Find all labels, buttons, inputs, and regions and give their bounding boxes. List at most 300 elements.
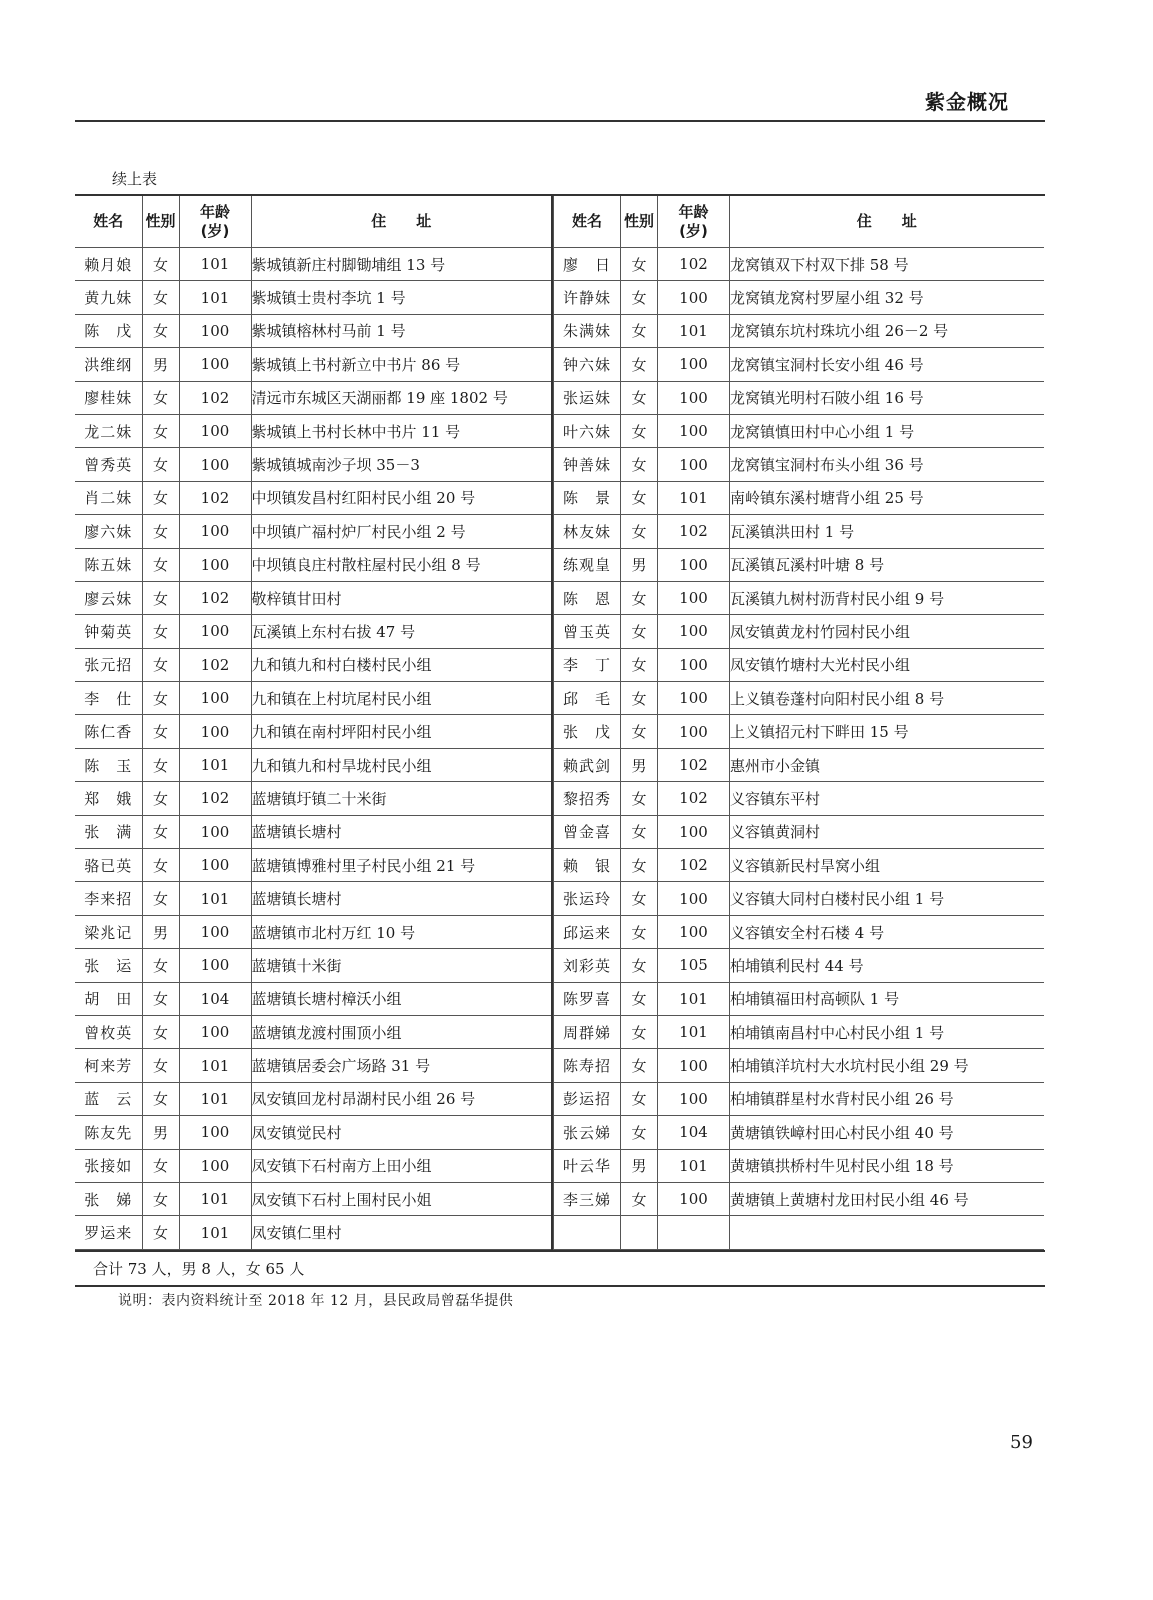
person-address: 凤安镇觉民村 [251, 1116, 552, 1149]
person-sex: 女 [142, 982, 179, 1015]
person-address: 龙窝镇龙窝村罗屋小组 32 号 [730, 281, 1044, 314]
table-row [554, 1116, 1044, 1149]
person-name: 梁兆记 [75, 915, 142, 948]
table-row [554, 381, 1044, 414]
person-name: 张元招 [75, 648, 142, 681]
person-address: 凤安镇回龙村昂湖村民小组 26 号 [251, 1082, 552, 1115]
table-row [554, 648, 1044, 681]
person-sex: 男 [621, 748, 658, 781]
person-age: 102 [179, 581, 251, 614]
person-name: 钟六妹 [554, 348, 621, 381]
person-address: 上义镇招元村下畔田 15 号 [730, 715, 1044, 748]
person-name: 张运妹 [554, 381, 621, 414]
person-age: 101 [179, 1049, 251, 1082]
person-age: 100 [658, 682, 730, 715]
person-age: 101 [658, 982, 730, 1015]
person-sex: 女 [142, 381, 179, 414]
table-row [75, 548, 552, 581]
person-age: 100 [658, 1182, 730, 1215]
table-row [75, 481, 552, 514]
table-row [554, 581, 1044, 614]
person-name: 赖 银 [554, 849, 621, 882]
person-age: 100 [179, 314, 251, 347]
person-age: 100 [179, 849, 251, 882]
person-address [730, 1216, 1044, 1249]
table-row [75, 248, 552, 281]
person-address: 龙窝镇光明村石陂小组 16 号 [730, 381, 1044, 414]
person-address: 柏埔镇福田村高顿队 1 号 [730, 982, 1044, 1015]
table-row [75, 281, 552, 314]
table-row [75, 615, 552, 648]
person-sex: 女 [142, 248, 179, 281]
person-name: 叶云华 [554, 1149, 621, 1182]
person-name: 陈寿招 [554, 1049, 621, 1082]
person-age: 100 [658, 1082, 730, 1115]
person-name: 李 仕 [75, 682, 142, 715]
person-address: 柏埔镇洋坑村大水坑村民小组 29 号 [730, 1049, 1044, 1082]
person-age: 100 [179, 1015, 251, 1048]
person-address: 紫城镇上书村长林中书片 11 号 [251, 414, 552, 447]
person-sex: 女 [621, 348, 658, 381]
column-header-age: 年龄 (岁) [658, 196, 730, 248]
person-age: 100 [658, 882, 730, 915]
person-sex: 女 [621, 682, 658, 715]
table-row [554, 815, 1044, 848]
person-sex: 女 [142, 414, 179, 447]
person-name: 陈 景 [554, 481, 621, 514]
person-sex: 女 [621, 1049, 658, 1082]
table-row [554, 248, 1044, 281]
table-row [75, 882, 552, 915]
person-address: 龙窝镇慎田村中心小组 1 号 [730, 414, 1044, 447]
person-sex: 女 [142, 849, 179, 882]
person-address: 柏埔镇南昌村中心村民小组 1 号 [730, 1015, 1044, 1048]
person-age: 102 [658, 248, 730, 281]
person-sex: 女 [621, 448, 658, 481]
person-age: 100 [179, 1116, 251, 1149]
person-age: 100 [179, 615, 251, 648]
table-row [554, 348, 1044, 381]
table-row [554, 1149, 1044, 1182]
table-header-row [75, 196, 552, 248]
person-sex: 女 [142, 1015, 179, 1048]
person-address: 义容镇东平村 [730, 782, 1044, 815]
person-address: 龙窝镇宝洞村长安小组 46 号 [730, 348, 1044, 381]
person-name: 黄九妹 [75, 281, 142, 314]
table-row [554, 949, 1044, 982]
person-age: 102 [658, 849, 730, 882]
person-sex: 女 [142, 581, 179, 614]
person-address: 紫城镇城南沙子坝 35－3 [251, 448, 552, 481]
person-age: 101 [658, 1015, 730, 1048]
person-address: 瓦溪镇洪田村 1 号 [730, 515, 1044, 548]
person-name: 黎招秀 [554, 782, 621, 815]
person-address: 凤安镇仁里村 [251, 1216, 552, 1249]
person-sex: 男 [621, 1149, 658, 1182]
person-age: 100 [179, 348, 251, 381]
person-age: 102 [658, 515, 730, 548]
table-row [554, 281, 1044, 314]
person-address: 龙窝镇宝洞村布头小组 36 号 [730, 448, 1044, 481]
column-header-name: 姓名 [75, 196, 142, 248]
column-header-name: 姓名 [554, 196, 621, 248]
centenarian-table [75, 194, 1045, 1287]
table-row [75, 1149, 552, 1182]
table-row [554, 1082, 1044, 1115]
table-row [554, 1216, 1044, 1249]
person-age: 100 [179, 715, 251, 748]
person-sex: 男 [142, 348, 179, 381]
person-address: 柏埔镇群星村水背村民小组 26 号 [730, 1082, 1044, 1115]
person-sex: 女 [621, 615, 658, 648]
person-sex: 女 [621, 815, 658, 848]
person-address: 凤安镇黄龙村竹园村民小组 [730, 615, 1044, 648]
person-sex: 女 [142, 682, 179, 715]
person-sex: 女 [142, 448, 179, 481]
person-name: 钟菊英 [75, 615, 142, 648]
person-address: 黄塘镇铁嶂村田心村民小组 40 号 [730, 1116, 1044, 1149]
table-row [75, 515, 552, 548]
table-note: 说明：表内资料统计至 2018 年 12 月，县民政局曾磊华提供 [118, 1293, 514, 1309]
person-address: 蓝塘镇长塘村 [251, 882, 552, 915]
table-row [75, 748, 552, 781]
person-address: 义容镇安全村石楼 4 号 [730, 915, 1044, 948]
person-sex: 女 [621, 1015, 658, 1048]
person-address: 凤安镇竹塘村大光村民小组 [730, 648, 1044, 681]
table-row [554, 1015, 1044, 1048]
person-name: 赖武剑 [554, 748, 621, 781]
person-sex: 女 [621, 481, 658, 514]
table-row [75, 1015, 552, 1048]
person-address: 中坝镇良庄村散柱屋村民小组 8 号 [251, 548, 552, 581]
person-sex: 女 [142, 281, 179, 314]
person-sex [621, 1216, 658, 1249]
table-row [75, 581, 552, 614]
person-name: 廖云妹 [75, 581, 142, 614]
table-row [75, 1216, 552, 1249]
person-address: 黄塘镇拱桥村牛见村民小组 18 号 [730, 1149, 1044, 1182]
person-sex: 女 [142, 1216, 179, 1249]
table-row [554, 882, 1044, 915]
person-name: 曾金喜 [554, 815, 621, 848]
person-sex: 女 [621, 648, 658, 681]
person-age: 100 [658, 715, 730, 748]
person-address: 义容镇大同村白楼村民小组 1 号 [730, 882, 1044, 915]
person-name: 肖二妹 [75, 481, 142, 514]
person-name: 曾秀英 [75, 448, 142, 481]
table-row [554, 414, 1044, 447]
person-age [658, 1216, 730, 1249]
table-row [554, 448, 1044, 481]
person-address: 瓦溪镇上东村右拔 47 号 [251, 615, 552, 648]
person-sex: 女 [142, 949, 179, 982]
person-sex: 女 [142, 715, 179, 748]
person-name: 李三娣 [554, 1182, 621, 1215]
person-name: 李 丁 [554, 648, 621, 681]
section-title: 紫金概况 [925, 90, 1009, 114]
person-name: 廖六妹 [75, 515, 142, 548]
person-address: 九和镇在南村坪阳村民小组 [251, 715, 552, 748]
table-row [75, 849, 552, 882]
person-address: 上义镇卷蓬村向阳村民小组 8 号 [730, 682, 1044, 715]
person-sex: 女 [621, 1082, 658, 1115]
person-name: 陈友先 [75, 1116, 142, 1149]
person-age: 100 [179, 548, 251, 581]
person-age: 101 [179, 1216, 251, 1249]
table-total-row [75, 1250, 1045, 1287]
person-age: 105 [658, 949, 730, 982]
column-header-address: 住 址 [730, 196, 1044, 248]
person-address: 黄塘镇上黄塘村龙田村民小组 46 号 [730, 1182, 1044, 1215]
person-age: 101 [179, 748, 251, 781]
person-name: 陈 玉 [75, 748, 142, 781]
person-age: 101 [179, 248, 251, 281]
table-row [75, 682, 552, 715]
person-address: 九和镇九和村旱垅村民小组 [251, 748, 552, 781]
person-name: 曾玉英 [554, 615, 621, 648]
person-age: 100 [658, 581, 730, 614]
person-age: 100 [658, 815, 730, 848]
person-sex: 女 [621, 248, 658, 281]
table-row [75, 648, 552, 681]
table-row [75, 414, 552, 447]
table-row [75, 815, 552, 848]
person-sex: 女 [621, 381, 658, 414]
person-age: 101 [658, 314, 730, 347]
person-name: 陈 戊 [75, 314, 142, 347]
person-name: 廖 日 [554, 248, 621, 281]
table-row [75, 782, 552, 815]
person-name: 张运玲 [554, 882, 621, 915]
person-age: 102 [179, 782, 251, 815]
person-age: 104 [179, 982, 251, 1015]
person-name: 胡 田 [75, 982, 142, 1015]
person-sex: 女 [142, 481, 179, 514]
table-row [554, 548, 1044, 581]
person-address: 蓝塘镇龙渡村围顶小组 [251, 1015, 552, 1048]
person-address: 瓦溪镇瓦溪村叶塘 8 号 [730, 548, 1044, 581]
person-sex: 女 [142, 782, 179, 815]
person-name: 张云娣 [554, 1116, 621, 1149]
table-header-row [554, 196, 1044, 248]
person-address: 紫城镇士贵村李坑 1 号 [251, 281, 552, 314]
table-row [554, 715, 1044, 748]
person-sex: 女 [621, 782, 658, 815]
table-row [554, 682, 1044, 715]
person-address: 中坝镇广福村炉厂村民小组 2 号 [251, 515, 552, 548]
person-name: 郑 娥 [75, 782, 142, 815]
column-header-sex: 性别 [621, 196, 658, 248]
person-name: 张接如 [75, 1149, 142, 1182]
person-name: 龙二妹 [75, 414, 142, 447]
person-address: 九和镇九和村白楼村民小组 [251, 648, 552, 681]
table-row [554, 849, 1044, 882]
person-name: 张 运 [75, 949, 142, 982]
table-row [75, 348, 552, 381]
person-sex: 女 [142, 1049, 179, 1082]
table-row [554, 1049, 1044, 1082]
person-name [554, 1216, 621, 1249]
column-header-age: 年龄 (岁) [179, 196, 251, 248]
person-name: 陈 恩 [554, 581, 621, 614]
person-sex: 女 [142, 1149, 179, 1182]
table-row [75, 715, 552, 748]
person-address: 蓝塘镇市北村万红 10 号 [251, 915, 552, 948]
table-row [554, 314, 1044, 347]
person-sex: 女 [142, 314, 179, 347]
person-sex: 男 [621, 548, 658, 581]
person-address: 蓝塘镇居委会广场路 31 号 [251, 1049, 552, 1082]
table-row [75, 1182, 552, 1215]
table-row [554, 982, 1044, 1015]
person-address: 蓝塘镇博雅村里子村民小组 21 号 [251, 849, 552, 882]
person-age: 100 [179, 815, 251, 848]
person-age: 102 [179, 648, 251, 681]
person-name: 许静妹 [554, 281, 621, 314]
person-address: 九和镇在上村坑尾村民小组 [251, 682, 552, 715]
person-sex: 女 [142, 515, 179, 548]
person-age: 101 [658, 481, 730, 514]
person-name: 邱 毛 [554, 682, 621, 715]
table-row [75, 1082, 552, 1115]
page-number: 59 [1010, 1432, 1033, 1453]
person-age: 100 [179, 448, 251, 481]
person-name: 林友妹 [554, 515, 621, 548]
person-address: 瓦溪镇九树村沥背村民小组 9 号 [730, 581, 1044, 614]
table-row [554, 615, 1044, 648]
header-divider [75, 120, 1045, 122]
person-address: 惠州市小金镇 [730, 748, 1044, 781]
person-age: 100 [179, 515, 251, 548]
table-row [554, 481, 1044, 514]
table-row [75, 448, 552, 481]
person-age: 100 [658, 1049, 730, 1082]
person-name: 洪维纲 [75, 348, 142, 381]
person-name: 李来招 [75, 882, 142, 915]
person-name: 周群娣 [554, 1015, 621, 1048]
person-address: 蓝塘镇圩镇二十米街 [251, 782, 552, 815]
person-age: 100 [658, 281, 730, 314]
person-age: 100 [179, 915, 251, 948]
person-age: 101 [179, 882, 251, 915]
table-row [554, 515, 1044, 548]
table-row [75, 381, 552, 414]
table-row [554, 1182, 1044, 1215]
table-left-half [75, 196, 553, 1250]
person-name: 张 娣 [75, 1182, 142, 1215]
person-name: 叶六妹 [554, 414, 621, 447]
person-age: 100 [658, 615, 730, 648]
person-age: 102 [179, 481, 251, 514]
person-address: 柏埔镇利民村 44 号 [730, 949, 1044, 982]
table-row [554, 915, 1044, 948]
person-name: 罗运来 [75, 1216, 142, 1249]
person-name: 张 满 [75, 815, 142, 848]
table-row [75, 949, 552, 982]
person-age: 100 [658, 448, 730, 481]
person-sex: 女 [142, 815, 179, 848]
person-address: 蓝塘镇长塘村 [251, 815, 552, 848]
person-sex: 女 [142, 1182, 179, 1215]
person-sex: 女 [142, 648, 179, 681]
person-age: 100 [658, 348, 730, 381]
person-name: 彭运招 [554, 1082, 621, 1115]
person-sex: 女 [621, 314, 658, 347]
person-name: 骆已英 [75, 849, 142, 882]
person-name: 陈仁香 [75, 715, 142, 748]
person-address: 龙窝镇东坑村珠坑小组 26－2 号 [730, 314, 1044, 347]
table-row [554, 748, 1044, 781]
person-age: 100 [658, 414, 730, 447]
table-row [75, 982, 552, 1015]
table-row [75, 314, 552, 347]
person-sex: 女 [621, 882, 658, 915]
person-sex: 女 [621, 515, 658, 548]
person-age: 101 [179, 281, 251, 314]
person-name: 陈罗喜 [554, 982, 621, 1015]
person-address: 蓝塘镇十米街 [251, 949, 552, 982]
person-address: 凤安镇下石村上围村民小姐 [251, 1182, 552, 1215]
person-age: 104 [658, 1116, 730, 1149]
person-address: 义容镇黄洞村 [730, 815, 1044, 848]
person-name: 刘彩英 [554, 949, 621, 982]
person-sex: 女 [142, 615, 179, 648]
person-age: 100 [658, 648, 730, 681]
person-name: 曾枚英 [75, 1015, 142, 1048]
table-right-half [553, 196, 1044, 1250]
person-address: 南岭镇东溪村塘背小组 25 号 [730, 481, 1044, 514]
person-age: 102 [658, 782, 730, 815]
person-sex: 男 [142, 1116, 179, 1149]
person-sex: 女 [621, 1182, 658, 1215]
person-age: 100 [658, 915, 730, 948]
person-address: 中坝镇发昌村红阳村民小组 20 号 [251, 481, 552, 514]
person-address: 敬梓镇甘田村 [251, 581, 552, 614]
column-header-sex: 性别 [142, 196, 179, 248]
person-address: 凤安镇下石村南方上田小组 [251, 1149, 552, 1182]
person-sex: 女 [142, 748, 179, 781]
person-age: 100 [658, 548, 730, 581]
person-age: 101 [658, 1149, 730, 1182]
person-age: 102 [179, 381, 251, 414]
person-age: 101 [179, 1182, 251, 1215]
person-name: 练观皇 [554, 548, 621, 581]
person-sex: 女 [621, 849, 658, 882]
person-sex: 女 [621, 715, 658, 748]
person-address: 龙窝镇双下村双下排 58 号 [730, 248, 1044, 281]
person-address: 义容镇新民村旱窝小组 [730, 849, 1044, 882]
continued-label: 续上表 [112, 170, 158, 188]
table-row [554, 782, 1044, 815]
person-sex: 女 [621, 915, 658, 948]
person-sex: 女 [621, 1116, 658, 1149]
person-age: 102 [658, 748, 730, 781]
person-name: 朱满妹 [554, 314, 621, 347]
person-sex: 女 [621, 281, 658, 314]
person-name: 柯来芳 [75, 1049, 142, 1082]
person-age: 100 [179, 1149, 251, 1182]
person-age: 100 [179, 949, 251, 982]
person-name: 钟善妹 [554, 448, 621, 481]
total-summary: 合计 73 人，男 8 人，女 65 人 [93, 1259, 305, 1278]
person-sex: 女 [142, 548, 179, 581]
table-row [75, 915, 552, 948]
person-address: 紫城镇新庄村脚锄埔组 13 号 [251, 248, 552, 281]
person-age: 100 [179, 682, 251, 715]
person-address: 蓝塘镇长塘村樟沃小组 [251, 982, 552, 1015]
person-name: 蓝 云 [75, 1082, 142, 1115]
person-age: 101 [179, 1082, 251, 1115]
